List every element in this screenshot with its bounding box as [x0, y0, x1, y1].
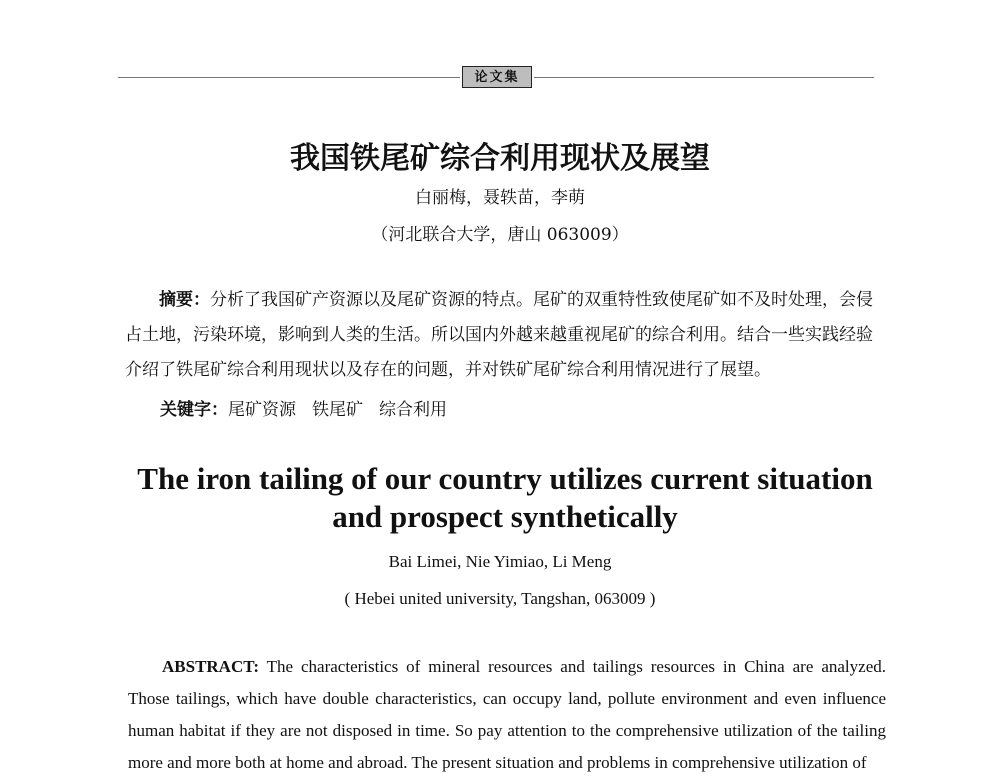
header-rule-right [534, 77, 874, 78]
english-title: The iron tailing of our country utilizes current situation and prospect synthetically [137, 461, 873, 534]
chinese-abstract-label: 摘要： [159, 290, 210, 310]
english-abstract-text: The characteristics of mineral resources and tailings resources in China are analyzed. Those tailings, which have double characteristics, can occupy land, pollute environment and even influence human habitat if they are not disposed in time. So pay attention to the comprehensive utilization of the tailing more and more both at home and abroad. The present situation and problems in comprehensive utilization of [128, 657, 886, 772]
keyword: 综合利用 [379, 400, 447, 420]
chinese-title: 我国铁尾矿综合利用现状及展望 [290, 141, 710, 176]
english-affiliation: ( Hebei united university, Tangshan, 063009 ) [344, 589, 656, 608]
keyword: 尾矿资源 [228, 400, 296, 420]
chinese-keywords [160, 395, 463, 420]
chinese-abstract [125, 283, 877, 388]
chinese-authors: 白丽梅，聂轶苗，李萌 [415, 188, 585, 208]
chinese-abstract-text: 分析了我国矿产资源以及尾矿资源的特点。尾矿的双重特性致使尾矿如不及时处理，会侵占土地，污染环境，影响到人类的生活。所以国内外越来越重视尾矿的综合利用。结合一些实践经验介绍了铁尾矿综合利用现状以及存在的问题，并对铁矿尾矿综合利用情况进行了展望。 [125, 290, 873, 380]
section-tag: 论文集 [462, 66, 532, 88]
english-abstract-label: ABSTRACT: [162, 657, 259, 676]
english-authors: Bai Limei, Nie Yimiao, Li Meng [388, 552, 612, 571]
chinese-affiliation: （河北联合大学，唐山 063009） [371, 225, 629, 245]
header-rule-left [118, 77, 460, 78]
chinese-keywords-label: 关键字： [160, 400, 228, 420]
keyword: 铁尾矿 [312, 400, 363, 420]
